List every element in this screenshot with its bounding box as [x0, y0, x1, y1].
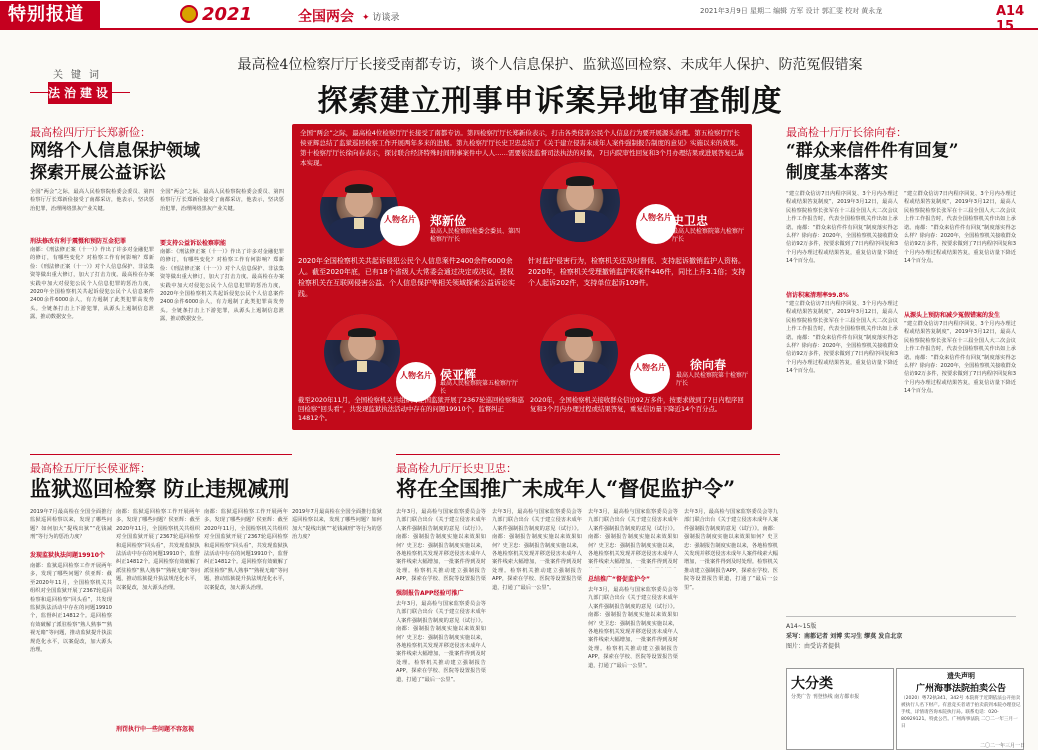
article-zheng-kicker: 最高检四厅厅长郑新俭： — [30, 126, 151, 139]
credits-block — [786, 622, 1016, 652]
person-name-hou: 侯亚辉 — [440, 368, 477, 382]
article-zheng-title-1: 网络个人信息保护领域 — [30, 141, 200, 161]
person-fact-xu: 2020年，全国检察机关接收群众信访92万多件，按要求做到了7日内程序回复和3个月内办理过程或结果答复，重复信访量下降近14个百分点。 — [530, 396, 744, 413]
footer-date: 二〇二一年三月一日 — [980, 743, 1026, 749]
interview-label: ✦ 访谈录 — [362, 13, 400, 23]
person-role-xu: 最高人民检察院第十检察厅厅长 — [676, 372, 749, 387]
person-tag-shi: 人物名片 — [636, 204, 676, 244]
person-tag-hou: 人物名片 — [396, 362, 436, 402]
person-tag-zheng: 人物名片 — [380, 206, 420, 246]
main-kicker: 最高检4位检察厅厅长接受南都专访，谈个人信息保护、监狱巡回检察、未成年人保护、防范冤假错案 — [237, 57, 863, 73]
portrait-photo-hou — [324, 314, 400, 390]
legal-notice-body: （2020）粤72执341、342号 本院将于近期依法公开拍卖被执行人名下财产。有意竞买者请于拍卖前到本院办理登记手续，详情请咨询本院执行局。联系电话：020-80929121。特此公告。广州海事法院 二〇二一年三月一日 — [901, 696, 1021, 729]
article-xu-body-col1: “建立群众信访7日内程序回复、3个月内办理过程或结果答复制度”，2019年3月12日，最高人民检察院检察长张军在十三届全国人大二次会议上作工作报告时，代表全国检察机关作出如上承诺。南都：“群众来信件件有回复”制度落实得怎么样？徐向春：2020年，全国检察机关接收群众信访92万多件，按要求做到了7日内程序回复和3个月内办理过程或结果答复，重复信访量下降近14个百分点。 — [786, 301, 898, 375]
article-xu-subhead-1: 信访积案清理率99.8% — [786, 292, 849, 299]
article-zheng-col2-top: 全国“两会”之际，最高人民检察院检委会委员、第四检察厅厅长郑新俭接受了南都采访，他表示，坚决惩治犯罪，治理网络黑灰产业关键。 — [160, 189, 284, 212]
portrait-photo-shi — [540, 162, 620, 242]
article-shi-body-col2: 去年3月，最高检与国家监察委员会等九部门联合出台《关于建立侵害未成年人案件强制报告制度的意见（试行）》。南都：强制报告制度实施以来效果如何？史卫忠：强制报告制度实施以来，各地检察机关发现并移送侵害未成年人案件线索大幅增加，一批案件得到及时处理。检察机关推动建立强制报告APP，探索在学校、医院等设置报告渠道，打通了“最后一公里”。 — [492, 509, 582, 591]
article-hou-body-col4: 2019年7月最高检在全国全面推行监狱巡回检察以来，发现了哪些问题？如何加大“提线出狱”“花钱减刑”等行为的惩治力度？ — [292, 509, 382, 541]
credits-divider — [786, 616, 1016, 617]
article-zheng-qa: 南都：《刑法修正案（十一）》作出了许多对金融犯罪的修订，有哪些变化？对检察工作有何影响？郑新俭：《刑法修正案（十一）》对个人信息保护、非法集资等做出重大修订，加大了打击力度。最高检在办案实践中加大对侵犯公民个人信息犯罪的惩治力度，2020年全国检察机关共起诉侵犯公民个人信息案件2400余件6000余人，有力遏制了此类犯罪高发势头。全链条打击上下游犯罪，从源头上遏制信息泄露，推动数据安全。 — [30, 247, 154, 321]
article-zheng-subhead-2: 要支持公益诉讼检察职能 — [160, 240, 227, 247]
person-fact-hou: 截至2020年11月，全国检察机关共组织对全国监狱开展了2367轮巡回检察和巡回检察“回头看”，共发现监狱执法活动中存在的问题19910个，监督纠正14812个。 — [298, 396, 524, 422]
legal-notice-title: 广州海事法院拍卖公告 — [915, 684, 1006, 694]
event-name: 全国两会 — [298, 9, 354, 25]
person-role-zheng: 最高人民检察院检委会委员、第四检察厅厅长 — [430, 228, 521, 243]
classified-ad-box — [786, 668, 894, 750]
article-hou-lead: 2019年7月最高检在全国全面推行监狱巡回检察以来，发现了哪些问题？如何加大“提线出狱”“花钱减刑”等行为的惩治力度？ — [30, 509, 112, 541]
article-shi-body-col1: 去年3月，最高检与国家监察委员会等九部门联合出台《关于建立侵害未成年人案件强制报告制度的意见（试行）》。南都：强制报告制度实施以来效果如何？史卫忠：强制报告制度实施以来，各地检察机关发现并移送侵害未成年人案件线索大幅增加，一批案件得到及时处理。检察机关推动建立强制报告APP，探索在学校、医院等设置报告渠 — [396, 509, 486, 583]
person-tag-xu: 人物名片 — [630, 354, 670, 394]
page-number: A14 15 — [996, 4, 1025, 34]
article-shi-subhead-1: 强制报告APP经验可推广 — [396, 590, 464, 597]
article-hou-body-col2: 南都：监狱巡回检察工作开展两年多，发现了哪些问题？侯亚辉：截至2020年11月，全国检察机关共组织对全国监狱开展了2367轮巡回检察和巡回检察“回头看”，共发现监狱执法活动中存在的问题19910个，监督纠正14812个。巡回检察有效破解了派驻检察“熟人熟事”“熟视无睹”等问题，推动监狱提升执法规范化水平，以案促改，加大源头治理。 — [116, 509, 200, 591]
article-shi-body-col1b: 去年3月，最高检与国家监察委员会等九部门联合出台《关于建立侵害未成年人案件强制报告制度的意见（试行）》。南都：强制报告制度实施以来效果如何？史卫忠：强制报告制度实施以来，各地检察机关发现并移送侵害未成年人案件线索大幅增加，一批案件得到及时处理。检察机关推动建立强制报告APP，探索在学校、医院等设置报告渠道，打通了“最后一公里”。 — [396, 601, 486, 683]
panel-intro: 全国“两会”之际，最高检4位检察厅厅长接受了南都专访。第四检察厅厅长郑新俭表示，打击各类侵害公民个人信息行为要开展源头治理。第五检察厅厅长侯亚辉总结了监狱巡回检察工作开展两年多来的进展。第九检察厅厅长史卫忠总结了《关于建立侵害未成年人案件强制报告制度的意见》实施以来的效果。第十检察厅厅长徐向春表示，探讨联合经济特殊时间刑事案件中人人……需要依法监督司法执法的对象，7日内院审性回复和3个月办理结果或进展答复已基本实现。 — [300, 129, 744, 167]
article-shi-body-col4: 去年3月，最高检与国家监察委员会等九部门联合出台《关于建立侵害未成年人案件强制报告制度的意见（试行）》。南都：强制报告制度实施以来效果如何？史卫忠：强制报告制度实施以来，各地检察机关发现并移送侵害未成年人案件线索大幅增加，一批案件得到及时处理。检察机关推动建立强制报告APP，探索在学校、医院等设置报告渠道，打通了“最后一公里”。 — [684, 509, 778, 591]
masthead-bar — [0, 0, 1038, 30]
article-xu-subhead-2: 从源头上预防和减少冤假错案的发生 — [904, 312, 1001, 319]
article-xu-title-2: 制度基本落实 — [786, 163, 888, 183]
legal-notice-header: 遗失声明 — [947, 672, 975, 680]
article-xu-body-col2: “建立群众信访7日内程序回复、3个月内办理过程或结果答复制度”，2019年3月12日，最高人民检察院检察长张军在十三届全国人大二次会议上作工作报告时，代表全国检察机关作出如上承诺。南都：“群众来信件件有回复”制度落实得怎么样？徐向春：2020年，全国检察机关接收群众信访92万多件，按要求做到了7日内程序回复和3个月内办理过程或结果答复，重复信访量下降近14个百分点。 — [904, 191, 1016, 265]
portrait-photo-xu — [540, 314, 618, 392]
issue-line: 2021年3月9日 星期二 编辑 方军 设计 郭汇雯 校对 黄永龙 — [700, 7, 883, 15]
person-role-hou: 最高人民检察院第五检察厅厅长 — [440, 380, 519, 395]
article-xu-body-col3: “建立群众信访7日内程序回复、3个月内办理过程或结果答复制度”，2019年3月12日，最高人民检察院检察长张军在十三届全国人大二次会议上作工作报告时，代表全国检察机关作出如上承诺。南都：“群众来信件件有回复”制度落实得怎么样？徐向春：2020年，全国检察机关接收群众信访92万多件，按要求做到了7日内程序回复和3个月内办理过程或结果答复，重复信访量下降近14个百分点。 — [904, 321, 1016, 395]
article-hou-subhead-1: 发现监狱执法问题19910个 — [30, 552, 105, 559]
article-hou-body-col1: 南都：监狱巡回检察工作开展两年多，发现了哪些问题？侯亚辉：截至2020年11月，全国检察机关共组织对全国监狱开展了2367轮巡回检察和巡回检察“回头看”，共发现监狱执法活动中存在的问题19910个，监督纠正14812个。巡回检察有效破解了派驻检察“熟人熟事”“熟视无睹”等问题，推动监狱提升执法规范化水平，以案促改，加大源头治理。 — [30, 563, 112, 654]
keyword-box — [30, 66, 130, 114]
person-name-zheng: 郑新俭 — [430, 214, 467, 228]
keyword-value: 法治建设 — [48, 82, 112, 104]
article-xu-kicker: 最高检十厅厅长徐向春： — [786, 126, 907, 139]
person-fact-shi: 针对监护侵害行为，检察机关还及时督促、支持起诉撤销监护人资格。2020年，检察机关受理撤销监护权案件446件，同比上升3.1倍；支持个人起诉202件，支持单位起诉109件。 — [528, 257, 746, 287]
star-icon: ✦ — [362, 13, 370, 23]
person-name-shi: 史卫忠 — [672, 214, 709, 228]
article-zheng-lead: 全国“两会”之际，最高人民检察院检委会委员、第四检察厅厅长郑新俭接受了南都采访，他表示，坚决惩治犯罪，治理网络黑灰产业关键。 — [30, 189, 154, 212]
article-xu-title-1: “群众来信件件有回复” — [786, 141, 959, 161]
event-logo — [180, 4, 252, 26]
person-fact-zheng: 2020年全国检察机关共起诉侵犯公民个人信息案件2400余件6000余人。截至2020年底，已有18个省级人大常委会通过决定或决议，授权检察机关在互联网侵害公益、个人信息保护等相关领域探索公益诉讼实践。 — [298, 257, 515, 298]
article-hou-title: 监狱巡回检察 防止违规减刑 — [30, 476, 290, 501]
credits-photos: 图片：由受访者提供 — [786, 643, 841, 650]
article-shi-kicker: 最高检九厅厅长史卫忠： — [396, 462, 517, 475]
article-zheng-subhead-1: 刑法修改有利于震慑和预防互金犯罪 — [30, 238, 127, 245]
event-year: 2021 — [202, 4, 253, 25]
section-tag: 特别报道 — [0, 1, 100, 28]
keyword-label: 关键词 — [53, 70, 107, 81]
article-shi-body-col3: 去年3月，最高检与国家监察委员会等九部门联合出台《关于建立侵害未成年人案件强制报告制度的意见（试行）》。南都：强制报告制度实施以来效果如何？史卫忠：强制报告制度实施以来，各地检察机关发现并移送侵害未成年人案件线索大幅增加，一批案件得到及时 — [588, 509, 678, 566]
article-hou-body-col3: 南都：监狱巡回检察工作开展两年多，发现了哪些问题？侯亚辉：截至2020年11月，全国检察机关共组织对全国监狱开展了2367轮巡回检察和巡回检察“回头看”，共发现监狱执法活动中存在的问题19910个，监督纠正14812个。巡回检察有效破解了派驻检察“熟人熟事”“熟视无睹”等问题，推动监狱提升执法规范化水平，以案促改，加大源头治理。 — [204, 509, 288, 591]
article-shi-rule — [396, 454, 780, 455]
classified-ad-brand: 大分类 — [791, 676, 833, 692]
article-shi-title: 将在全国推广未成年人“督促监护令” — [396, 476, 736, 501]
classified-ad-note: 分类广告 刊登热线 南方都市报 — [791, 694, 860, 700]
article-zheng-title-2: 探索开展公益诉讼 — [30, 163, 166, 183]
legal-notice-box — [896, 668, 1024, 750]
person-role-shi: 最高人民检察院第九检察厅厅长 — [672, 228, 745, 243]
credits-pages: A14~15版 — [786, 623, 817, 630]
article-xu-lead: “建立群众信访7日内程序回复、3个月内办理过程或结果答复制度”，2019年3月12日，最高人民检察院检察长张军在十三届全国人大二次会议上作工作报告时，代表全国检察机关作出如上承诺。南都：“群众来信件件有回复”制度落实得怎么样？徐向春：2020年，全国检察机关接收群众信访92万多件，按要求做到了7日内程序回复和3个月内办理过程或结果答复，重复信访量下降近14个百分点。 — [786, 191, 898, 265]
person-name-xu: 徐向春 — [690, 358, 727, 372]
article-shi-subhead-2: 总结推广“督促监护令” — [588, 576, 650, 583]
article-shi-body-col3b: 去年3月，最高检与国家监察委员会等九部门联合出台《关于建立侵害未成年人案件强制报告制度的意见（试行）》。南都：强制报告制度实施以来效果如何？史卫忠：强制报告制度实施以来，各地检察机关发现并移送侵害未成年人案件线索大幅增加，一批案件得到及时处理。检察机关推动建立强制报告APP，探索在学校、医院等设置报告渠道，打通了“最后一公里”。 — [588, 587, 678, 669]
main-headline: 探索建立刑事申诉案异地审查制度 — [317, 84, 783, 119]
article-hou-kicker: 最高检五厅厅长侯亚辉： — [30, 462, 151, 475]
national-emblem-icon — [180, 5, 198, 23]
article-zheng-col2-body: 南都：《刑法修正案（十一）》作出了许多对金融犯罪的修订，有哪些变化？对检察工作有何影响？郑新俭：《刑法修正案（十一）》对个人信息保护、非法集资等做出重大修订，加大了打击力度。最高检在办案实践中加大对侵犯公民个人信息犯罪的惩治力度，2020年全国检察机关共起诉侵犯公民个人信息案件2400余件6000余人，有力遏制了此类犯罪高发势头。全链条打击上下游犯罪，从源头上遏制信息泄露，推动数据安全。 — [160, 249, 284, 323]
credits-reporters: 采写：南都记者 刘博 实习生 缪莫 发自北京 — [786, 633, 903, 640]
article-hou-rule — [30, 454, 292, 455]
article-hou-subhead-2: 刑罚执行中一些问题不容忽视 — [116, 726, 195, 733]
